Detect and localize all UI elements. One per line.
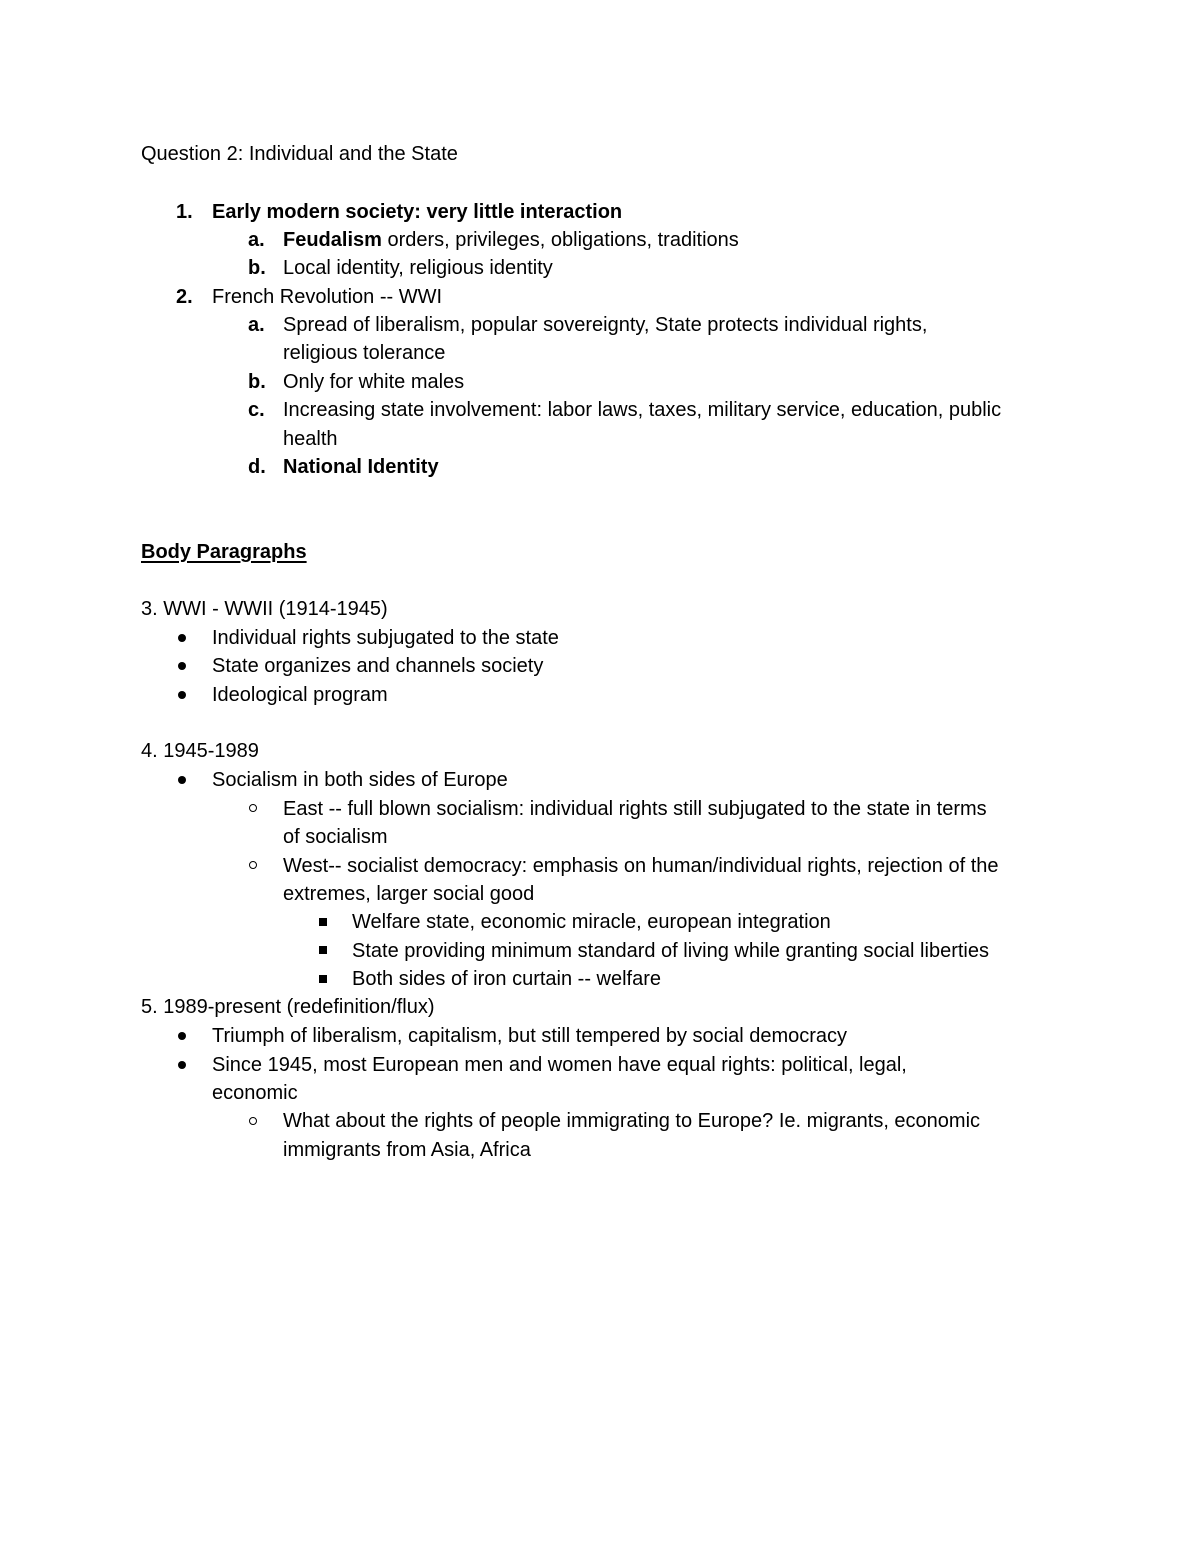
bullet-circle-icon	[249, 1117, 257, 1125]
bullet-disc-icon	[178, 662, 186, 670]
paragraph-heading: 3. WWI - WWII (1914-1945)	[141, 598, 388, 620]
bullet-disc-icon	[178, 1032, 186, 1040]
sub-bullet-continuation: of socialism	[283, 826, 388, 848]
bullet-disc-icon	[178, 776, 186, 784]
bullet-square-icon	[319, 918, 327, 926]
bullet-disc-icon	[178, 691, 186, 699]
bullet-item: Socialism in both sides of Europe	[212, 769, 508, 791]
bullet-disc-icon	[178, 1061, 186, 1069]
bold-term: Feudalism	[283, 229, 382, 251]
bullet-item: Ideological program	[212, 684, 388, 706]
list-subitem: Only for white males	[283, 371, 465, 393]
bullet-square-icon	[319, 946, 327, 954]
list-subitem: Spread of liberalism, popular sovereignty, State protects individual rights,	[283, 314, 928, 336]
sub-bullet-item: What about the rights of people immigrating to Europe? Ie. migrants, economic	[283, 1110, 981, 1132]
list-number: 1.	[176, 201, 193, 223]
list-subitem	[283, 226, 739, 255]
sub-sub-bullet-item: Welfare state, economic miracle, european integration	[352, 911, 831, 933]
bullet-continuation: economic	[212, 1082, 298, 1104]
paragraph-heading: 5. 1989-present (redefinition/flux)	[141, 996, 435, 1018]
list-item-text: French Revolution -- WWI	[212, 286, 443, 308]
list-subitem-continuation: religious tolerance	[283, 342, 446, 364]
bullet-item: Individual rights subjugated to the state	[212, 627, 559, 649]
list-subitem: Increasing state involvement: labor laws, taxes, military service, education, public	[283, 399, 1002, 421]
sub-sub-bullet-item: Both sides of iron curtain -- welfare	[352, 968, 662, 990]
list-letter: c.	[248, 399, 265, 421]
sub-bullet-item: East -- full blown socialism: individual rights still subjugated to the state in terms	[283, 798, 987, 820]
bullet-item: State organizes and channels society	[212, 655, 544, 677]
bullet-disc-icon	[178, 634, 186, 642]
bullet-item: Since 1945, most European men and women have equal rights: political, legal,	[212, 1054, 907, 1076]
list-letter: a.	[248, 229, 265, 251]
list-subitem: National Identity	[283, 456, 439, 478]
sub-bullet-item: West-- socialist democracy: emphasis on human/individual rights, rejection of the	[283, 855, 999, 877]
list-subitem: Local identity, religious identity	[283, 257, 553, 279]
subitem-text: orders, privileges, obligations, traditions	[381, 229, 739, 251]
paragraph-heading: 4. 1945-1989	[141, 740, 259, 762]
sub-sub-bullet-item: State providing minimum standard of living while granting social liberties	[352, 940, 989, 962]
list-letter: b.	[248, 371, 266, 393]
section-heading: Body Paragraphs	[141, 541, 307, 563]
sub-bullet-continuation: extremes, larger social good	[283, 883, 535, 905]
sub-bullet-continuation: immigrants from Asia, Africa	[283, 1139, 531, 1161]
bullet-circle-icon	[249, 804, 257, 812]
list-number: 2.	[176, 286, 193, 308]
list-letter: d.	[248, 456, 266, 478]
bullet-item: Triumph of liberalism, capitalism, but still tempered by social democracy	[212, 1025, 848, 1047]
list-letter: b.	[248, 257, 266, 279]
list-subitem-continuation: health	[283, 428, 338, 450]
bullet-square-icon	[319, 975, 327, 983]
list-letter: a.	[248, 314, 265, 336]
document-title: Question 2: Individual and the State	[141, 143, 458, 165]
bullet-circle-icon	[249, 861, 257, 869]
list-item-text: Early modern society: very little interaction	[212, 201, 623, 223]
